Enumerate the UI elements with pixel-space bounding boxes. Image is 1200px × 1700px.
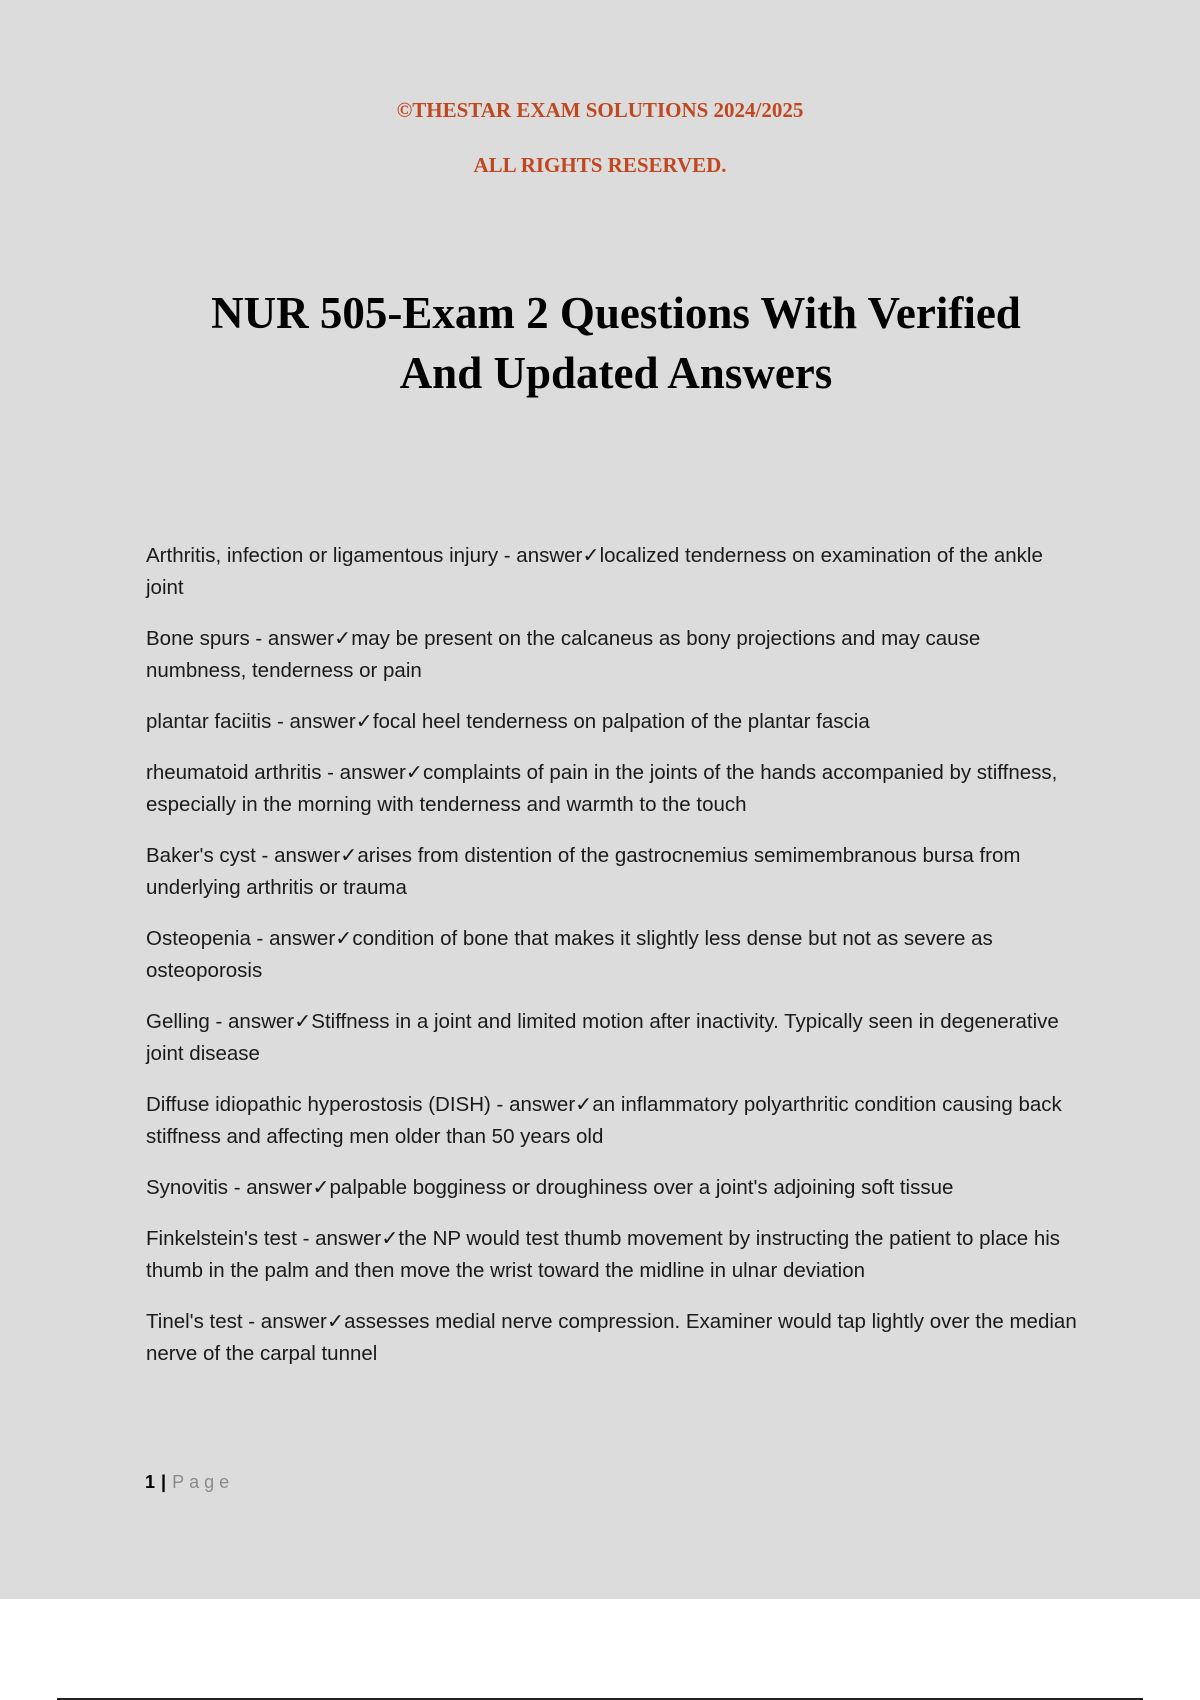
qa-answer: complaints of pain in the joints of the hands accompanied by stiffness, especially in the morning with tenderness and warmth to the touch (146, 761, 1058, 816)
qa-item (146, 1172, 1086, 1204)
qa-item (146, 1089, 1086, 1153)
qa-item (146, 1306, 1086, 1370)
page-footer (145, 1472, 234, 1493)
qa-item (146, 623, 1086, 687)
qa-item (146, 757, 1086, 821)
qa-item (146, 840, 1086, 904)
qa-separator: - answer✓ (249, 627, 352, 650)
page-separator: | (161, 1472, 167, 1492)
page-label: Page (172, 1472, 235, 1492)
qa-term: plantar faciitis (146, 710, 272, 733)
qa-separator: - answer✓ (271, 710, 373, 733)
qa-answer: localized tenderness on examination of the ankle joint (146, 544, 1043, 599)
qa-item (146, 540, 1086, 604)
qa-item (146, 706, 1086, 738)
qa-term: Diffuse idiopathic hyperostosis (DISH) (146, 1093, 491, 1116)
title-line-2: And Updated Answers (399, 348, 833, 398)
qa-separator: - answer✓ (255, 844, 358, 867)
qa-separator: - answer✓ (250, 927, 353, 950)
qa-list (146, 540, 1086, 1389)
title-line-1: NUR 505-Exam 2 Questions With Verified (211, 288, 1021, 338)
qa-answer: the NP would test thumb movement by instructing the patient to place his thumb in the palm and then move the wrist toward the midline in ulnar deviation (146, 1227, 1061, 1282)
qa-item (146, 923, 1086, 987)
qa-separator: - answer✓ (296, 1227, 399, 1250)
copyright-notice: ©THESTAR EXAM SOLUTIONS 2024/2025 (396, 98, 804, 122)
qa-item (146, 1006, 1086, 1070)
qa-answer: Stiffness in a joint and limited motion after inactivity. Typically seen in degenerative joint disease (146, 1010, 1059, 1065)
qa-separator: - answer✓ (490, 1093, 593, 1116)
qa-answer: an inflammatory polyarthritic condition causing back stiffness and affecting men older than 50 years old (146, 1093, 1062, 1148)
qa-term: Gelling (146, 1010, 210, 1033)
qa-separator: - answer✓ (498, 544, 600, 567)
rights-notice: ALL RIGHTS RESERVED. (473, 153, 727, 177)
qa-term: Bone spurs (146, 627, 250, 650)
qa-separator: - answer✓ (321, 761, 423, 784)
qa-term: Synovitis (146, 1176, 229, 1199)
qa-answer: condition of bone that makes it slightly less dense but not as severe as osteoporosis (146, 927, 993, 982)
qa-answer: may be present on the calcaneus as bony projections and may cause numbness, tenderness or pain (146, 627, 981, 682)
document-title (130, 283, 1102, 403)
qa-answer: assesses medial nerve compression. Examiner would tap lightly over the median nerve of the carpal tunnel (146, 1310, 1077, 1365)
qa-term: rheumatoid arthritis (146, 761, 322, 784)
qa-term: Tinel's test (146, 1310, 243, 1333)
page-number: 1 (145, 1472, 156, 1492)
qa-answer: palpable bogginess or droughiness over a joint's adjoining soft tissue (329, 1176, 954, 1199)
qa-separator: - answer✓ (209, 1010, 312, 1033)
qa-term: Finkelstein's test (146, 1227, 297, 1250)
qa-item (146, 1223, 1086, 1287)
qa-term: Osteopenia (146, 927, 251, 950)
qa-separator: - answer✓ (228, 1176, 330, 1199)
qa-term: Baker's cyst (146, 844, 256, 867)
qa-separator: - answer✓ (242, 1310, 345, 1333)
qa-answer: focal heel tenderness on palpation of the plantar fascia (372, 710, 870, 733)
qa-answer: arises from distention of the gastrocnemius semimembranous bursa from underlying arthritis or trauma (146, 844, 1021, 899)
qa-term: Arthritis, infection or ligamentous injury (146, 544, 499, 567)
